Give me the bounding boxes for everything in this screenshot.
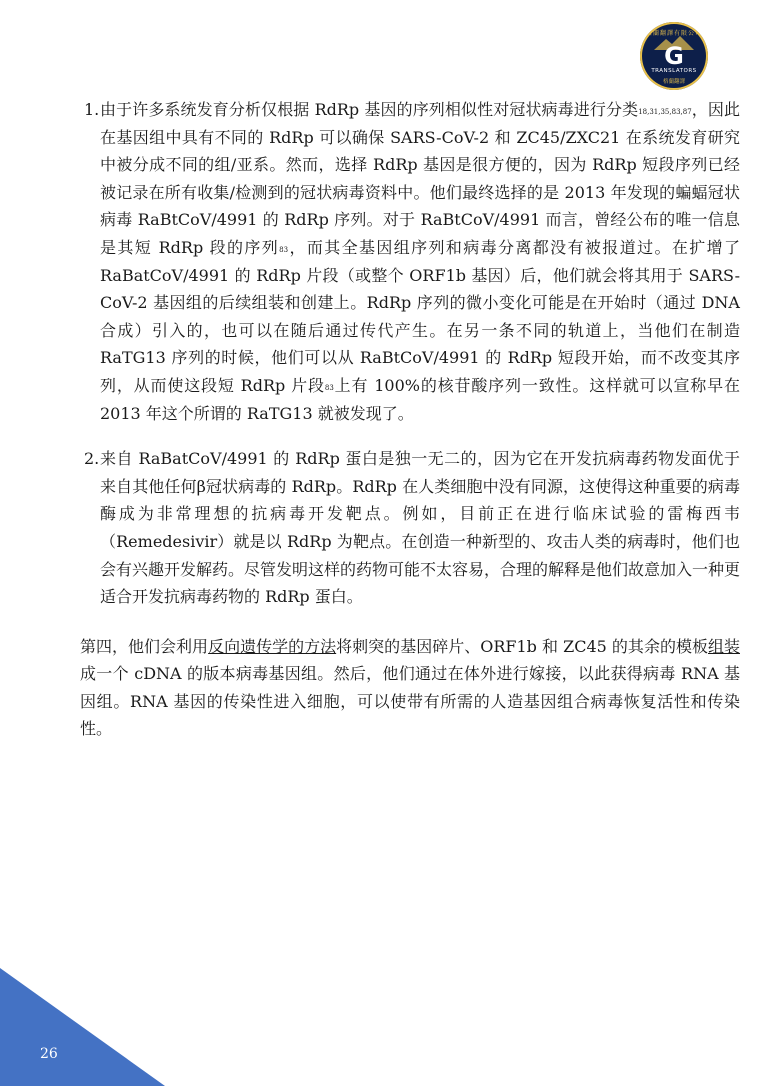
body-paragraph: 第四，他们会利用反向遗传学的方法将刺突的基因碎片、ORF1b 和 ZC45 的其余的模板组装成一个 cDNA 的版本病毒基因组。然后，他们通过在体外进行嫁接，以此获得病毒 RNA 基因组。RNA 基因的传染性进入细胞，可以使带有所需的人造基因组合病毒恢复活性和传染性。 bbox=[80, 636, 740, 739]
list-item bbox=[84, 96, 740, 427]
citation: 83 bbox=[324, 383, 334, 392]
translators-logo bbox=[640, 22, 708, 90]
logo-sub: 格蘭翻譯 bbox=[662, 79, 685, 85]
logo-word: TRANSLATORS bbox=[651, 68, 697, 74]
page-number: 26 bbox=[40, 1046, 58, 1062]
list-item bbox=[84, 445, 741, 611]
underlined-term: 组装 bbox=[707, 636, 740, 656]
citation: 18,31,35,83,87 bbox=[638, 108, 692, 116]
list-item-text: 来自 RaBatCoV/4991 的 RdRp 蛋白是独一无二的，因为它在开发抗病毒药物发面优于来自其他任何β冠状病毒的 RdRp。RdRp 在人类细胞中没有同源，这使得这种重要的病毒酶成为非常理想的抗病毒开发靶点。例如，目前正在进行临床试验的雷梅西韦（Remedesivir）就是以 RdRp 为靶点。在创造一种新型的、攻击人类的病毒时，他们也会有兴趣开发解药。尽管发明这样的药物可能不太容易，合理的解释是他们故意加入一种更适合开发抗病毒药物的 RdRp 蛋白。 bbox=[100, 449, 741, 607]
list-item-text: 由于许多系统发育分析仅根据 RdRp 基因的序列相似性对冠状病毒进行分类$^{18,31,35,83,87}$，因此在基因组中具有不同的 RdRp 可以确保 SARS-CoV-2 和 ZC45/ZXC21 在系统发育研究中被分成不同的组/亚系。然而，选择 RdRp 基因是很方便的，因为 RdRp 短段序列已经被记录在所有收集/检测到的冠状病毒资料中。他们最终选择的是 2013 年发现的蝙蝠冠状病毒 RaBtCoV/4991 的 RdRp 序列。对于 RaBtCoV/4991 而言，曾经公布的唯一信息是其短 RdRp 段的序列$^{83}$，而其全基因组序列和病毒分离都没有被报道过。在扩增了 RaBatCoV/4991 的 RdRp 片段（或整个 ORF1b 基因）后，他们就会将其用于 SARS-CoV-2 基因组的后续组装和创建上。RdRp 序列的微小变化可能是在开始时（通过 DNA 合成）引入的，也可以在随后通过传代产生。在另一条不同的轨道上，当他们在制造 RaTG13 序列的时候，他们可以从 RaBtCoV/4991 的 RdRp 短段开始，而不改变其序列，从而使这段短 RdRp 片段$^{83}$上有 100%的核苷酸序列一致性。这样就可以宣称早在 2013 年这个所谓的 RaTG13 就被发现了。 bbox=[100, 100, 740, 423]
citation: 83 bbox=[279, 245, 289, 254]
list-number: 2. bbox=[84, 449, 100, 469]
list-number: 1. bbox=[84, 100, 100, 119]
corner-triangle bbox=[0, 968, 170, 1086]
logo-letter: G bbox=[664, 42, 684, 70]
logo-ring-text: 格蘭翻譯有限公司 bbox=[645, 30, 702, 37]
page-content bbox=[80, 96, 741, 743]
underlined-term: 反向遗传学的方法 bbox=[208, 636, 337, 656]
